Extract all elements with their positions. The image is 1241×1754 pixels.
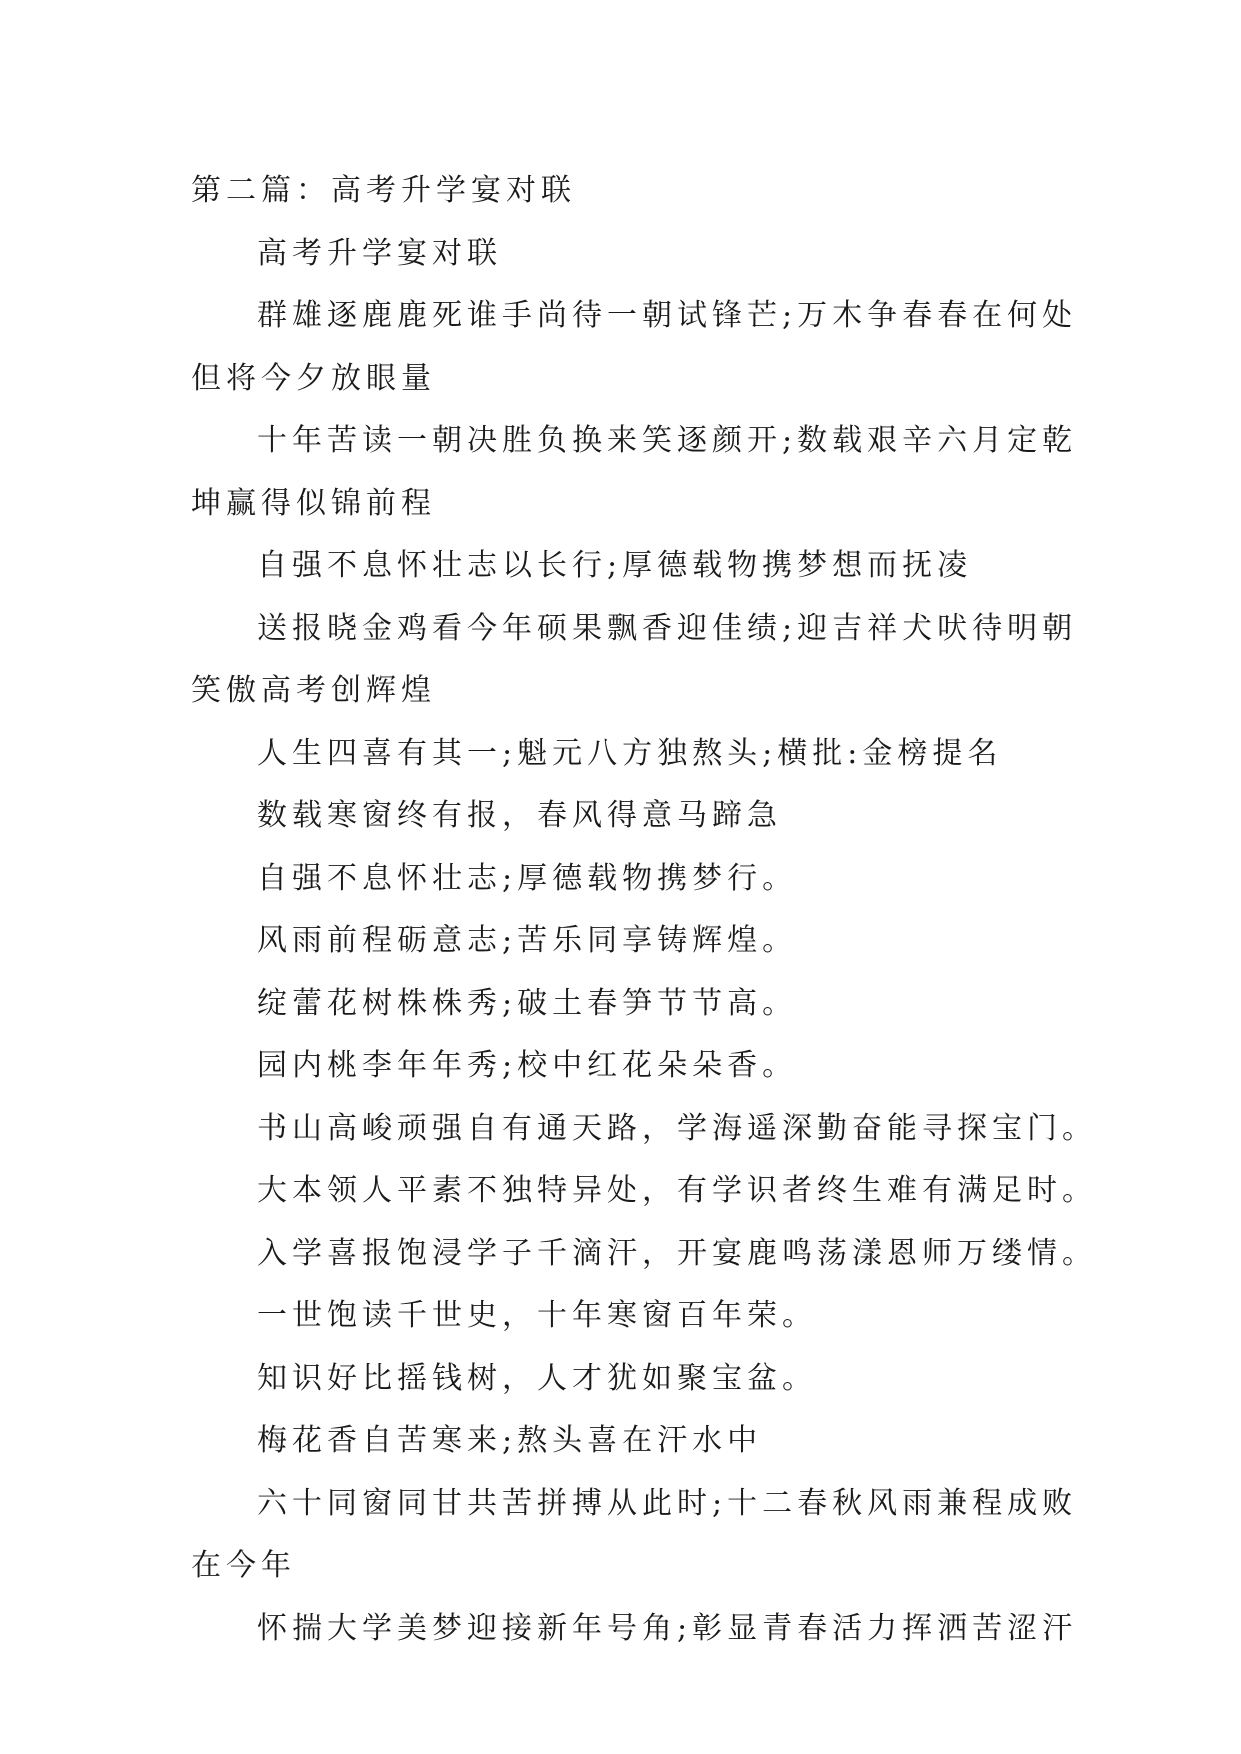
paragraph-line: 十年苦读一朝决胜负换来笑逐颜开;数载艰辛六月定乾 [257, 423, 1078, 458]
paragraph-line: 自强不息怀壮志;厚德载物携梦行。 [257, 860, 798, 896]
paragraph-line: 书山高峻顽强自有通天路，学海遥深勤奋能寻探宝门。 [257, 1110, 1097, 1146]
paragraph-line: 知识好比摇钱树，人才犹如聚宝盆。 [257, 1360, 817, 1396]
paragraph-line: 怀揣大学美梦迎接新年号角;彰显青春活力挥洒苦涩汗 [257, 1610, 1078, 1646]
paragraph-line: 风雨前程砺意志;苦乐同享铸辉煌。 [257, 923, 798, 958]
paragraph-line: 数载寒窗终有报，春风得意马蹄急 [257, 798, 782, 833]
paragraph-line: 笑傲高考创辉煌 [191, 673, 436, 708]
paragraph-line: 人生四喜有其一;魁元八方独熬头;横批:金榜提名 [257, 735, 1003, 771]
document-heading: 第二篇：高考升学宴对联 [191, 173, 576, 208]
paragraph-line: 绽蕾花树株株秀;破土春笋节节高。 [257, 985, 798, 1021]
paragraph-line: 大本领人平素不独特异处，有学识者终生难有满足时。 [257, 1173, 1097, 1208]
paragraph-line: 入学喜报饱浸学子千滴汗，开宴鹿鸣荡漾恩师万缕情。 [257, 1235, 1097, 1271]
document-subtitle: 高考升学宴对联 [257, 235, 502, 271]
paragraph-line: 梅花香自苦寒来;熬头喜在汗水中 [257, 1423, 763, 1458]
document-body [191, 160, 1097, 1660]
paragraph-line: 送报晓金鸡看今年硕果飘香迎佳绩;迎吉祥犬吠待明朝 [257, 610, 1078, 646]
paragraph-line: 但将今夕放眼量 [191, 360, 436, 396]
paragraph-line: 坤赢得似锦前程 [191, 485, 436, 521]
paragraph-line: 自强不息怀壮志以长行;厚德载物携梦想而抚凌 [257, 548, 973, 583]
paragraph-line: 在今年 [191, 1548, 296, 1583]
paragraph-line: 群雄逐鹿鹿死谁手尚待一朝试锋芒;万木争春春在何处 [257, 298, 1078, 333]
paragraph-line: 一世饱读千世史，十年寒窗百年荣。 [257, 1298, 817, 1333]
paragraph-line: 六十同窗同甘共苦拼搏从此时;十二春秋风雨兼程成败 [257, 1485, 1078, 1521]
paragraph-line: 园内桃李年年秀;校中红花朵朵香。 [257, 1048, 798, 1083]
